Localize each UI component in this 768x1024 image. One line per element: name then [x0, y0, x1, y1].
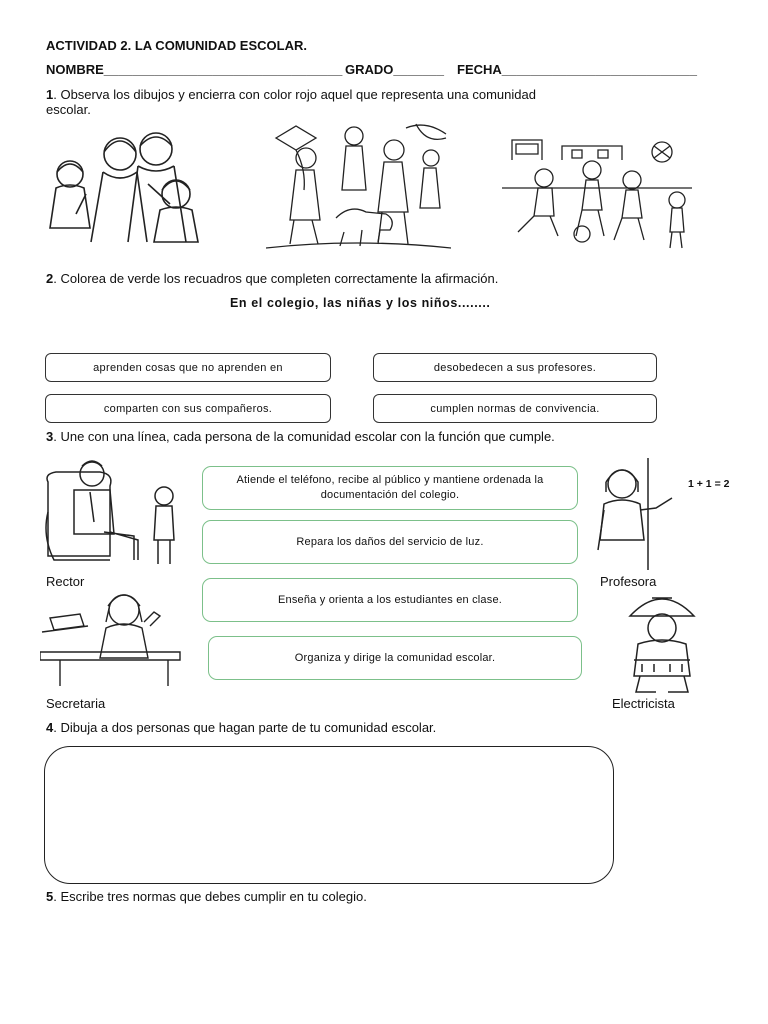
q1-number: 1	[46, 87, 54, 102]
q3-function-4[interactable]: Organiza y dirige la comunidad escolar.	[208, 636, 582, 680]
profesora-illustration	[594, 458, 740, 570]
electricista-illustration	[612, 590, 712, 694]
q1-prompt-line2: escolar.	[46, 102, 91, 117]
park-illustration	[266, 118, 451, 250]
board-math: 1 + 1 = 2	[688, 478, 730, 490]
q2-text: . Colorea de verde los recuadros que completen correctamente la afirmación.	[53, 271, 499, 286]
q3-function-2[interactable]: Repara los daños del servicio de luz.	[202, 520, 578, 564]
drawing-area[interactable]	[44, 746, 614, 884]
q4-number: 4	[46, 720, 54, 735]
q5-text: . Escribe tres normas que debes cumplir en tu colegio.	[53, 889, 367, 904]
q3-function-3[interactable]: Enseña y orienta a los estudiantes en clase.	[202, 578, 578, 622]
q3-text: . Une con una línea, cada persona de la comunidad escolar con la función que cumple.	[53, 429, 555, 444]
q5-prompt	[46, 889, 367, 905]
q2-number: 2	[46, 271, 54, 286]
family-illustration	[48, 124, 213, 244]
q3-function-1[interactable]: Atiende el teléfono, recibe al público y mantiene ordenada la documentación del colegio.	[202, 466, 578, 510]
q5-number: 5	[46, 889, 54, 904]
q1-prompt	[46, 87, 536, 103]
name-field-label: NOMBRE_________________________________	[46, 62, 343, 77]
rector-label: Rector	[46, 574, 85, 589]
q4-prompt	[46, 720, 436, 736]
date-field-label: FECHA___________________________	[457, 62, 697, 77]
grade-field-label: GRADO_______	[345, 62, 444, 77]
electricista-label: Electricista	[612, 696, 675, 711]
q1-text: . Observa los dibujos y encierra con color rojo aquel que representa una comunidad	[53, 87, 536, 102]
profesora-label: Profesora	[600, 574, 657, 589]
worksheet-title: ACTIVIDAD 2. LA COMUNIDAD ESCOLAR.	[46, 38, 307, 53]
secretaria-illustration	[40, 588, 190, 688]
school-playground-illustration	[502, 130, 692, 252]
rector-illustration	[44, 452, 184, 572]
secretaria-label: Secretaria	[46, 696, 106, 711]
q3-prompt	[46, 429, 555, 445]
q4-text: . Dibuja a dos personas que hagan parte de tu comunidad escolar.	[53, 720, 437, 735]
q2-prompt	[46, 271, 498, 287]
q2-statement: En el colegio, las niñas y los niños........	[230, 296, 491, 310]
q2-option-3[interactable]: comparten con sus compañeros.	[45, 394, 331, 423]
q2-option-4[interactable]: cumplen normas de convivencia.	[373, 394, 657, 423]
q2-option-2[interactable]: desobedecen a sus profesores.	[373, 353, 657, 382]
q2-option-1[interactable]: aprenden cosas que no aprenden en	[45, 353, 331, 382]
q3-number: 3	[46, 429, 54, 444]
